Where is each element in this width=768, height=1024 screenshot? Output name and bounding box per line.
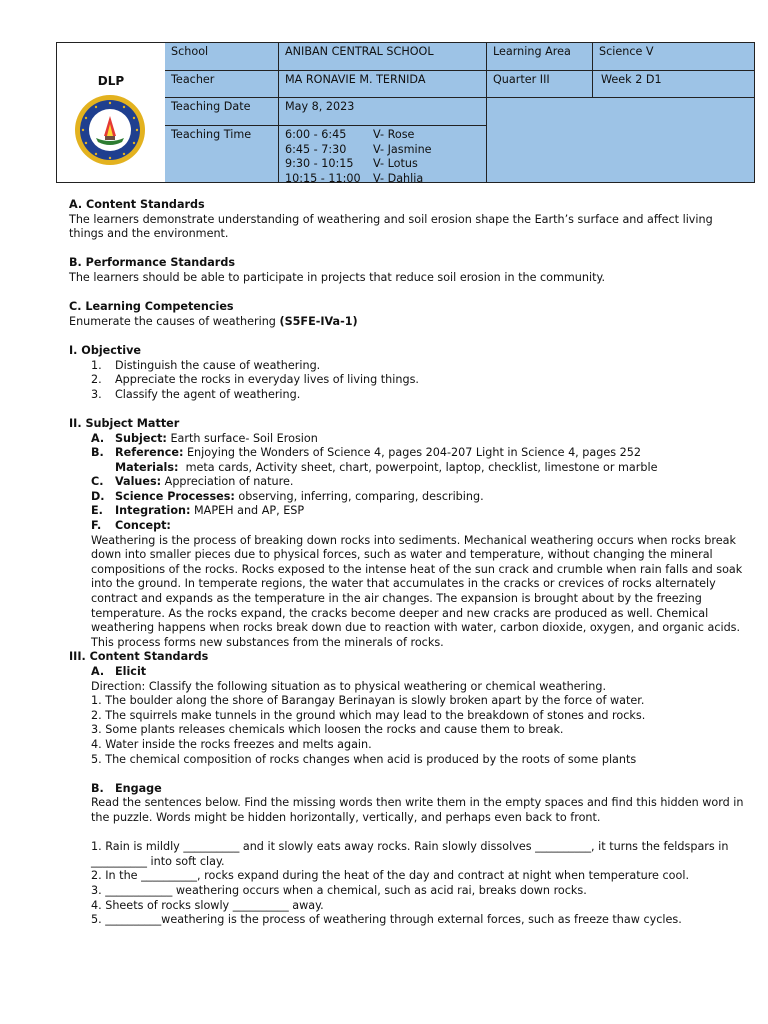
engage-heading: B. Engage: [91, 781, 162, 795]
list-item: 2. Appreciate the rocks in everyday lives of living things.: [91, 373, 419, 387]
concept-text: Weathering is the process of breaking down rocks into sediments. Mechanical weathering occurs when rocks break down into smaller pieces due to physical forces, such as water and temperature, without changing the mineral compositions of the rocks. Rocks exposed to the intense heat of the sun crack and crumble when rain falls and soak into the ground. In temperate regions, the water that accumulates in the cracks or crevices of rocks alternately contract and expands as the temperature in the air changes. The expansion is brought about by the freezing temperature. As the rocks expand, the cracks become deeper and new cracks are produced as well. Chemical weathering happens when rocks break down due to reaction with water, carbon dioxide, oxygen, and organic acids. This process forms new substances from the minerals of rocks.: [91, 533, 743, 649]
science-processes-item: D. Science Processes: observing, inferring, comparing, describing.: [91, 489, 484, 503]
school-label: School: [165, 43, 279, 71]
content-standards-heading: A. Content Standards: [69, 198, 205, 211]
list-item: 5. The chemical composition of rocks changes when acid is produced by the roots of some plants: [91, 752, 637, 766]
learning-competencies-text: Enumerate the causes of weathering (S5FE-IVa-1): [69, 314, 358, 328]
list-item: 5. __________weathering is the process of weathering through external forces, such as freeze thaw cycles.: [91, 913, 682, 927]
objective-heading: I. Objective: [69, 343, 141, 357]
list-item: 4. Sheets of rocks slowly __________ away.: [91, 898, 324, 912]
elicit-section: [69, 680, 749, 768]
teacher-value: MA RONAVIE M. TERNIDA: [279, 71, 487, 98]
list-item: 3. Classify the agent of weathering.: [91, 387, 301, 401]
dlp-label: DLP: [97, 74, 125, 88]
performance-standards-text: The learners should be able to participate in projects that reduce soil erosion in the community.: [69, 270, 606, 284]
teaching-date-label: Teaching Date: [165, 98, 279, 126]
teaching-date-value: May 8, 2023: [279, 98, 487, 126]
list-item: 2. The squirrels make tunnels in the ground which may lead to the breakdown of stones and rocks.: [91, 708, 646, 722]
header-table: [56, 42, 755, 183]
lesson-content: [69, 198, 749, 928]
learning-area-value: Science V: [593, 43, 754, 71]
values-item: C. Values: Appreciation of nature.: [91, 475, 294, 489]
logo-cell: [57, 43, 166, 182]
list-item: 3. Some plants releases chemicals which loosen the rocks and cause them to break.: [91, 723, 564, 737]
quarter-label: Quarter III: [487, 71, 593, 98]
time-row: 6:00 - 6:45 V- Rose: [285, 128, 415, 141]
elicit-heading: A. Elicit: [91, 665, 147, 678]
teaching-time-label: Teaching Time: [165, 126, 279, 182]
list-item: 1. Rain is mildly __________ and it slowly eats away rocks. Rain slowly dissolves __________, it turns the feldspars in __________ into soft clay.: [91, 840, 729, 868]
performance-standards-heading: B. Performance Standards: [69, 256, 235, 270]
time-row: 9:30 - 10:15 V- Lotus: [285, 157, 418, 170]
learning-competencies-heading: C. Learning Competencies: [69, 300, 234, 314]
content-standards-text: The learners demonstrate understanding of weathering and soil erosion shape the Earth’s surface and affect living things and the environment.: [69, 212, 713, 241]
empty-cell: [487, 98, 754, 182]
week-value: Week 2 D1: [593, 71, 754, 98]
list-item: 1. The boulder along the shore of Barangay Berinayan is slowly broken apart by the force of water.: [91, 694, 645, 708]
list-item: 3. ____________ weathering occurs when a chemical, such as acid rai, breaks down rocks.: [91, 883, 587, 897]
time-row: 6:45 - 7:30 V- Jasmine: [285, 142, 432, 156]
subject-matter-heading: II. Subject Matter: [69, 416, 180, 430]
content-standards-iii-heading: III. Content Standards: [69, 650, 209, 664]
materials-item: Materials: meta cards, Activity sheet, chart, powerpoint, laptop, checklist, limestone or marble: [115, 460, 658, 474]
concept-item: F. Concept:: [91, 519, 171, 533]
engage-section: [69, 796, 749, 927]
time-row: 10:15 - 11:00 V- Dahlia: [285, 171, 424, 182]
integration-item: E. Integration: MAPEH and AP, ESP: [91, 504, 305, 518]
list-item: 2. In the __________, rocks expand during the heat of the day and contract at night when temperature cool.: [91, 869, 690, 883]
teacher-label: Teacher: [165, 71, 279, 98]
elicit-direction: Direction: Classify the following situation as to physical weathering or chemical weathering.: [91, 679, 607, 693]
subject-item: A. Subject: Earth surface- Soil Erosion: [91, 431, 318, 445]
school-seal-icon: [74, 94, 146, 166]
school-value: ANIBAN CENTRAL SCHOOL: [279, 43, 487, 71]
teaching-time-value: [279, 126, 487, 182]
objective-list: [69, 359, 749, 403]
list-item: 1. Distinguish the cause of weathering.: [91, 358, 321, 372]
engage-text: Read the sentences below. Find the missing words then write them in the empty spaces and find this hidden word in the puzzle. Words might be hidden horizontally, vertically, and perhaps even back to front.: [91, 796, 744, 824]
list-item: 4. Water inside the rocks freezes and melts again.: [91, 737, 372, 751]
learning-area-label: Learning Area: [487, 43, 593, 71]
reference-item: B. Reference: Enjoying the Wonders of Science 4, pages 204-207 Light in Science 4, pages 252: [91, 446, 641, 460]
